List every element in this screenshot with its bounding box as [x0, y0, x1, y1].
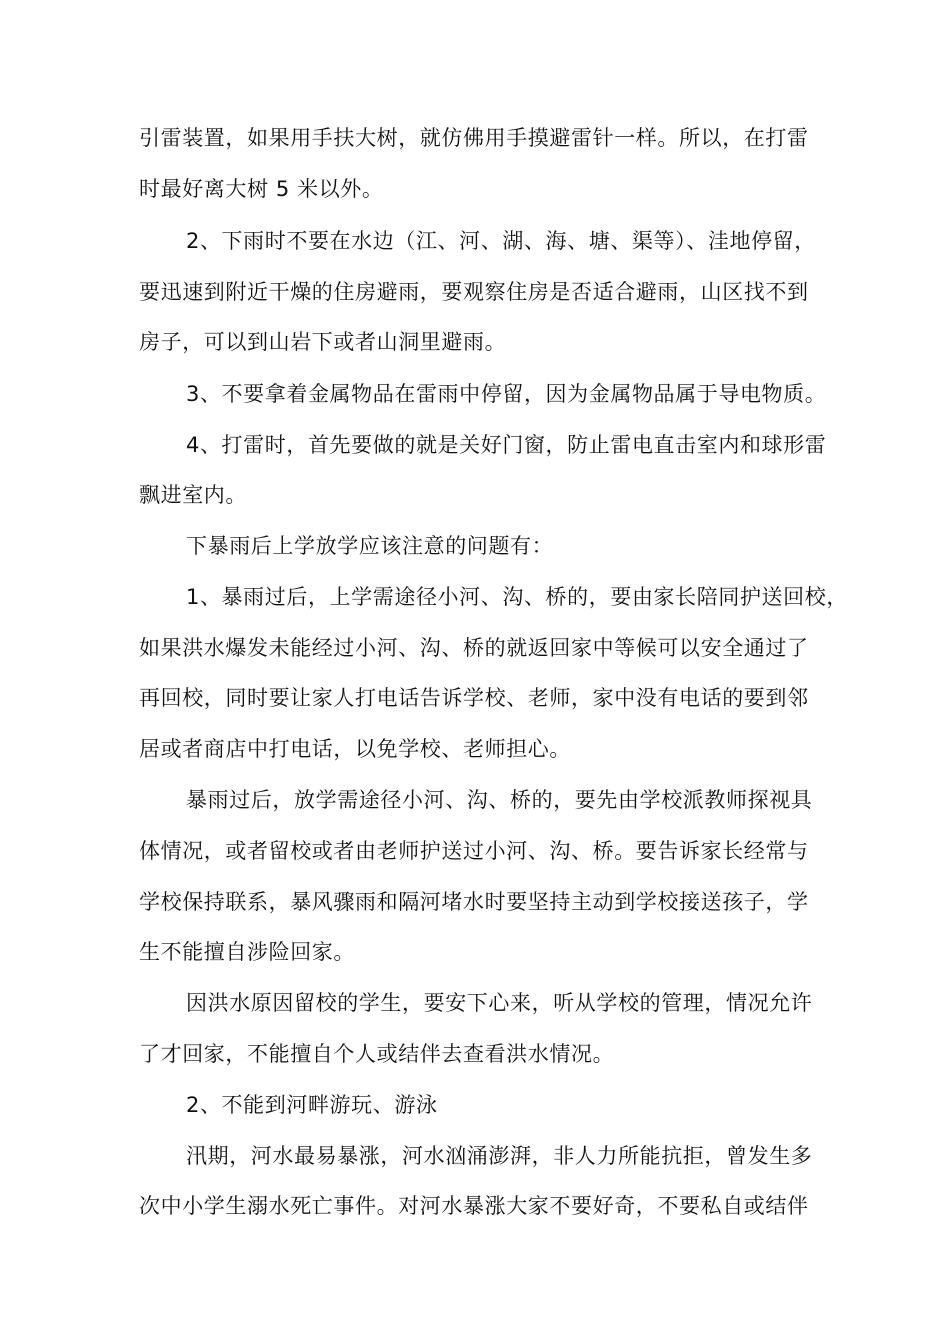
text-line: 次中小学生溺水死亡事件。对河水暴涨大家不要好奇，不要私自或结伴 — [139, 1194, 809, 1218]
text-line: 房子，可以到山岩下或者山洞里避雨。 — [139, 330, 507, 354]
text-line: 如果洪水爆发未能经过小河、沟、桥的就返回家中等候可以安全通过了 — [139, 636, 809, 660]
text-line: 体情况，或者留校或者由老师护送过小河、沟、桥。要告诉家长经常与 — [139, 839, 809, 863]
text-line: 汛期，河水最易暴涨，河水汹涌澎湃，非人力所能抗拒，曾发生多 — [186, 1144, 813, 1168]
text-line: 生不能擅自涉险回家。 — [139, 940, 355, 964]
text-line: 学校保持联系，暴风骤雨和隔河堵水时要坚持主动到学校接送孩子，学 — [139, 890, 809, 914]
text-line: 时最好离大树 5 米以外。 — [139, 177, 384, 201]
text-line: 引雷装置，如果用手扶大树，就仿佛用手摸避雷针一样。所以，在打雷 — [139, 126, 809, 150]
text-line: 飘进室内。 — [139, 483, 247, 507]
text-line: 2、下雨时不要在水边（江、河、湖、海、塘、渠等）、洼地停留， — [186, 229, 816, 253]
text-line: 3、不要拿着金属物品在雷雨中停留，因为金属物品属于导电物质。 — [186, 382, 827, 406]
text-line: 1、暴雨过后，上学需途径小河、沟、桥的，要由家长陪同护送回校， — [186, 585, 848, 609]
text-line: 要迅速到附近干燥的住房避雨，要观察住房是否适合避雨，山区找不到 — [139, 280, 809, 304]
text-line: 2、不能到河畔游玩、游泳 — [186, 1093, 438, 1117]
text-line: 居或者商店中打电话，以免学校、老师担心。 — [139, 737, 571, 761]
text-line: 4、打雷时，首先要做的就是关好门窗，防止雷电直击室内和球形雷 — [186, 433, 827, 457]
text-line: 再回校，同时要让家人打电话告诉学校、老师，家中没有电话的要到邻 — [139, 686, 809, 710]
text-line: 因洪水原因留校的学生，要安下心来，听从学校的管理，情况允许 — [186, 991, 813, 1015]
text-line: 了才回家，不能擅自个人或结伴去查看洪水情况。 — [139, 1042, 615, 1066]
text-line: 下暴雨后上学放学应该注意的问题有： — [186, 534, 554, 558]
text-line: 暴雨过后，放学需途径小河、沟、桥的，要先由学校派教师探视具 — [186, 788, 813, 812]
